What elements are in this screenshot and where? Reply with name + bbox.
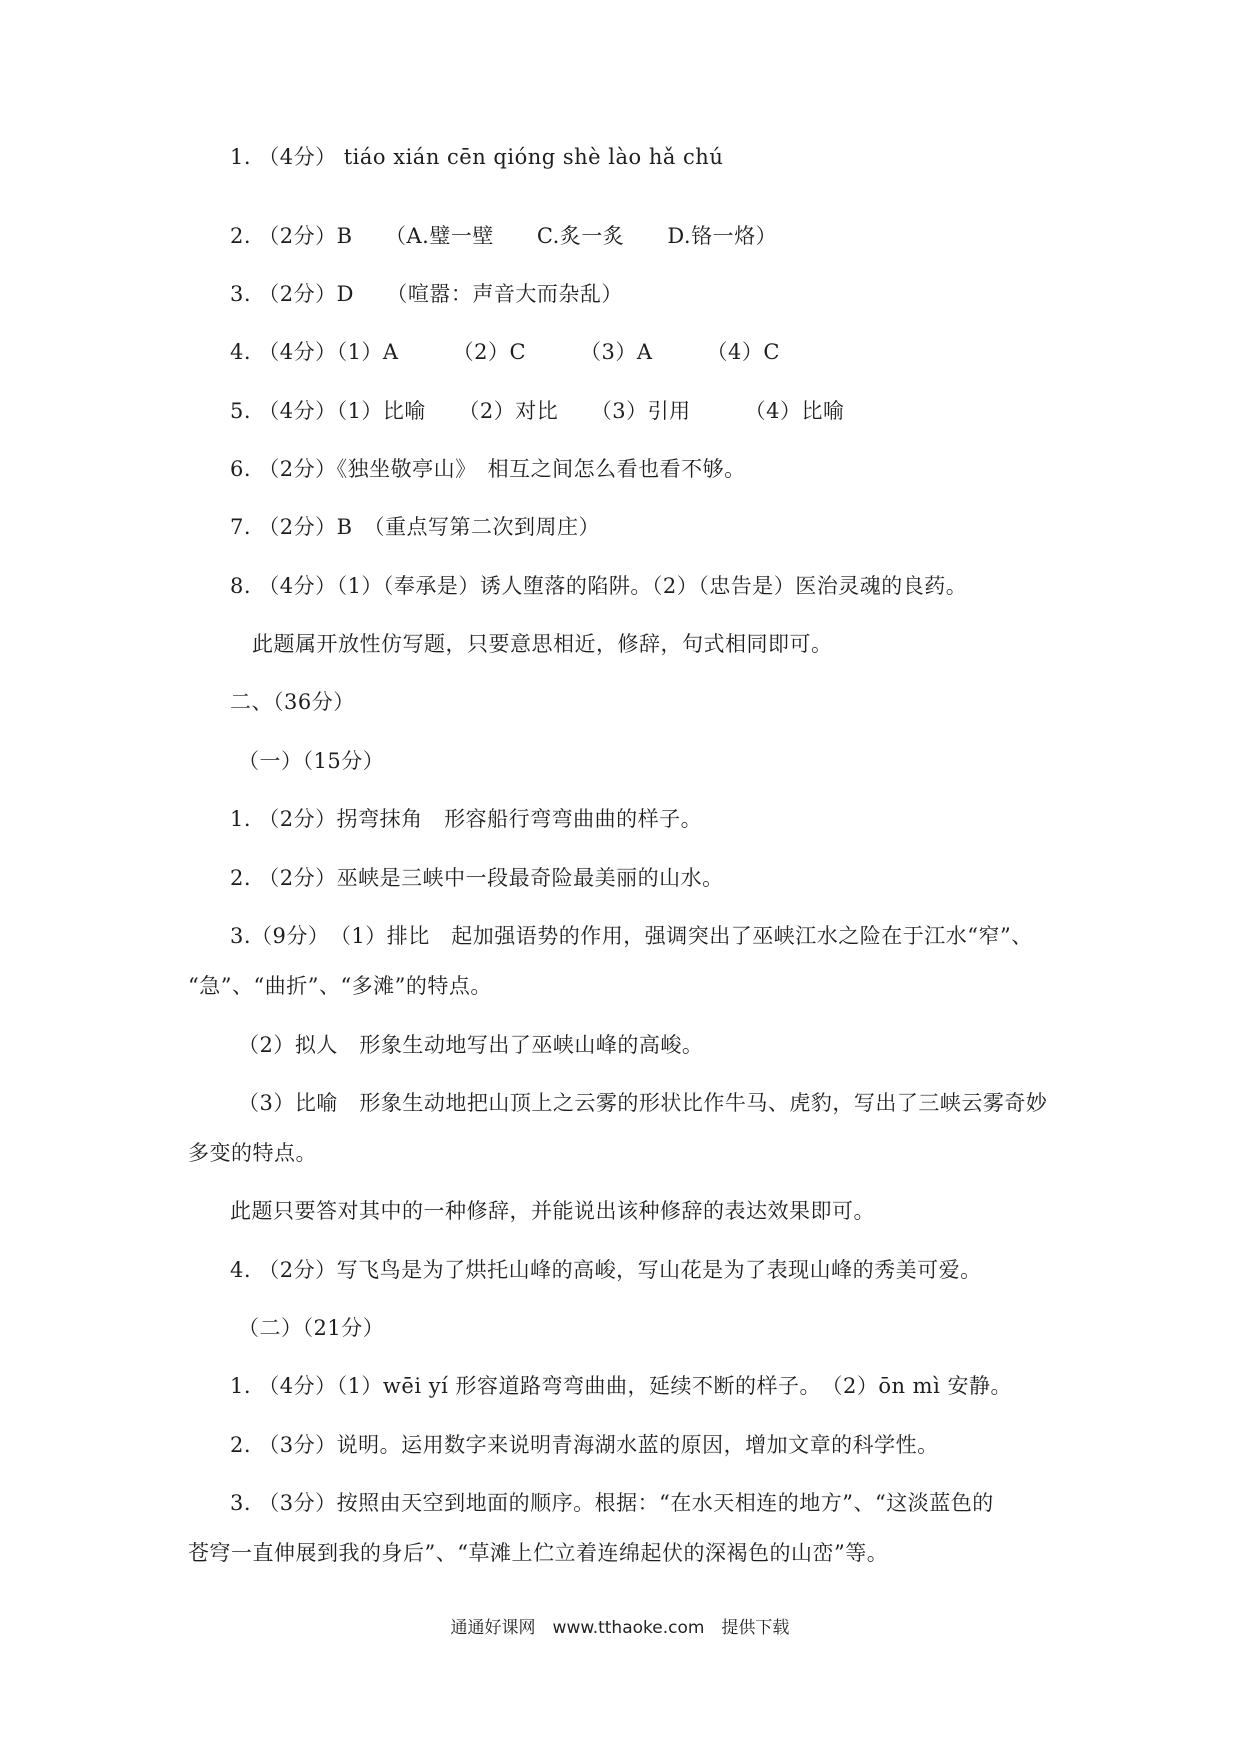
answer-line-s2-2: 2. （3分）说明。运用数字来说明青海湖水蓝的原因，增加文章的科学性。 [230, 1433, 939, 1457]
answer-line-s1-3-3: （3）比喻 形象生动地把山顶上之云雾的形状比作牛马、虎豹，写出了三峡云雾奇妙 [238, 1091, 1048, 1115]
answer-line-2: 2. （2分）B （A.璧一壁 C.炙一炙 D.铬一烙） [230, 224, 778, 248]
answer-note-2: 此题只要答对其中的一种修辞，并能说出该种修辞的表达效果即可。 [230, 1199, 875, 1223]
answer-line-s1-3: 3.（9分） （1）排比 起加强语势的作用，强调突出了巫峡江水之险在于江水“窄”、 [230, 924, 1033, 948]
answer-line-s1-3-3-cont: 多变的特点。 [188, 1141, 317, 1165]
answer-line-s1-3-cont: “急”、“曲折”、“多滩”的特点。 [188, 974, 492, 998]
answer-line-1: 1. （4分） tiáo xián cēn qióng shè lào hǎ chú [230, 145, 724, 169]
answer-line-3: 3. （2分）D （喧嚣：声音大而杂乱） [230, 282, 623, 306]
answer-line-s1-1: 1. （2分）拐弯抹角 形容船行弯弯曲曲的样子。 [230, 807, 703, 831]
answer-line-s1-3-2: （2）拟人 形象生动地写出了巫峡山峰的高峻。 [238, 1033, 704, 1057]
answer-line-s1-4: 4. （2分）写飞鸟是为了烘托山峰的高峻，写山花是为了表现山峰的秀美可爱。 [230, 1258, 982, 1282]
answer-line-4: 4. （4分）（1）A （2）C （3）A （4）C [230, 340, 780, 364]
section-heading-2: 二、（36分） [230, 690, 355, 714]
subsection-heading-2: （二）（21分） [238, 1316, 385, 1340]
answer-line-s2-1: 1. （4分）（1）wēi yí 形容道路弯弯曲曲，延续不断的样子。 （2）ōn mì 安静。 [230, 1374, 1012, 1398]
answer-line-7: 7. （2分）B （重点写第二次到周庄） [230, 515, 601, 539]
answer-line-5: 5. （4分）（1）比喻 （2）对比 （3）引用 （4）比喻 [230, 399, 845, 423]
answer-note: 此题属开放性仿写题，只要意思相近，修辞，句式相同即可。 [252, 632, 833, 656]
answer-line-s1-2: 2. （2分）巫峡是三峡中一段最奇险最美丽的山水。 [230, 866, 724, 890]
answer-line-8: 8. （4分）（1）（奉承是）诱人堕落的陷阱。（2）（忠告是）医治灵魂的良药。 [230, 574, 968, 598]
answer-line-6: 6. （2分）《独坐敬亭山》 相互之间怎么看也看不够。 [230, 457, 746, 481]
page-footer: 通通好课网 www.tthaoke.com 提供下载 [450, 1618, 790, 1638]
answer-line-s2-3-cont: 苍穹一直伸展到我的身后”、“草滩上伫立着连绵起伏的深褐色的山峦”等。 [188, 1541, 889, 1565]
answer-line-s2-3: 3. （3分）按照由天空到地面的顺序。根据：“在水天相连的地方”、“这淡蓝色的 [230, 1491, 994, 1515]
subsection-heading-1: （一）（15分） [238, 749, 385, 773]
